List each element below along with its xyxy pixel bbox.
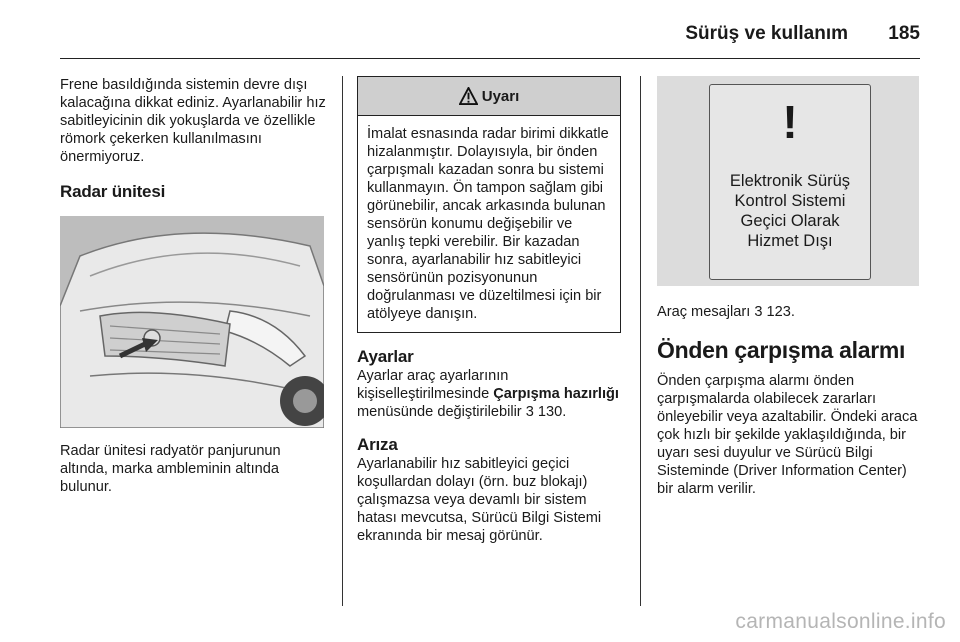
car-front-illustration xyxy=(60,216,324,428)
fcw-paragraph: Önden çarpışma alarmı önden çarpışmalarda olabilecek zararları önleyebilir veya azaltabilir. Öndeki araca çok hızlı bir şekilde yaklaşıldığında, bir uyarı sesi duyulur ve Sürücü Bilgi Sisteminde (Driver Information Center) bir alarm verilir. xyxy=(657,373,918,497)
settings-paragraph xyxy=(357,367,625,421)
fcw-heading: Önden çarpışma alarmı xyxy=(657,337,906,363)
vehicle-messages-text: Araç mesajları xyxy=(657,304,751,320)
dic-message-line: Kontrol Sistemi xyxy=(734,192,846,210)
column-left xyxy=(60,76,330,496)
settings-text-post: menüsünde değiştirilebilir xyxy=(357,404,522,420)
warning-header xyxy=(358,77,620,116)
settings-menu-name: Çarpışma hazırlığı xyxy=(493,386,619,402)
page-number: 185 xyxy=(888,23,920,44)
radar-unit-heading: Radar ünitesi xyxy=(60,182,166,201)
section-title: Sürüş ve kullanım xyxy=(685,23,848,44)
fault-paragraph: Ayarlanabilir hız sabitleyici geçici koşullardan dolayı (örn. buz blokajı) çalışmazsa veya devamlı bir sistem hatası mevcutsa, Sürücü Bilgi Sistemi ekranında bir mesaj görünür. xyxy=(357,456,602,544)
warning-body xyxy=(358,116,620,332)
page-ref-arrow-icon: 3 xyxy=(525,404,534,420)
settings-heading: Ayarlar xyxy=(357,347,414,366)
column-divider-2 xyxy=(640,76,641,606)
vehicle-messages-paragraph xyxy=(657,303,927,321)
dic-message-line: Elektronik Sürüş xyxy=(729,172,851,190)
settings-page-ref: 130. xyxy=(537,404,567,420)
intro-paragraph: Frene basıldığında sistemin devre dışı kalacağına dikkat ediniz. Ayarlanabilir hız sabitleyicinin dik yokuşlarda ve özellikle römork çekerken kullanılmasını önermiyoruz. xyxy=(60,77,326,165)
dic-message-line: Hizmet Dışı xyxy=(747,232,833,250)
warning-title: Uyarı xyxy=(481,87,520,105)
dic-display-panel xyxy=(657,76,919,286)
dic-message xyxy=(710,171,870,251)
fault-heading: Arıza xyxy=(357,435,398,454)
car-front-photo xyxy=(60,216,324,428)
dic-screen xyxy=(709,84,871,280)
exclamation-icon: ! xyxy=(782,96,798,148)
dic-message-line: Geçici Olarak xyxy=(740,212,840,230)
watermark: carmanualsonline.info xyxy=(735,610,946,633)
page-header xyxy=(60,18,920,59)
vehicle-messages-ref: 123. xyxy=(766,304,795,320)
column-divider-1 xyxy=(342,76,343,606)
settings-text-pre: Ayarlar araç ayarlarının kişiselleştirilmesinde xyxy=(357,368,509,402)
column-middle xyxy=(357,76,625,545)
column-right xyxy=(657,76,927,498)
warning-triangle-icon xyxy=(459,87,478,106)
page-ref-arrow-icon: 3 xyxy=(754,304,763,320)
warning-text: İmalat esnasında radar birimi dikkatle hizalanmıştır. Dolayısıyla, bir önden çarpışmalı kazadan sonra bu sistemi kullanmayın. Ön tampon sağlam gibi görünebilir, ancak arkasında bulunan sensörün konumu değişebilir ve yanlış tepki verebilir. Bir kazadan sonra, ayarlanabilir hız sabitleyici sensörünün pozisyonunun doğrulanması ve düzeltilmesi için bir atölyeye danışın. xyxy=(367,126,609,322)
warning-box xyxy=(357,76,621,333)
radar-location-caption: Radar ünitesi radyatör panjurunun altında, marka ambleminin altında bulunur. xyxy=(60,443,281,495)
